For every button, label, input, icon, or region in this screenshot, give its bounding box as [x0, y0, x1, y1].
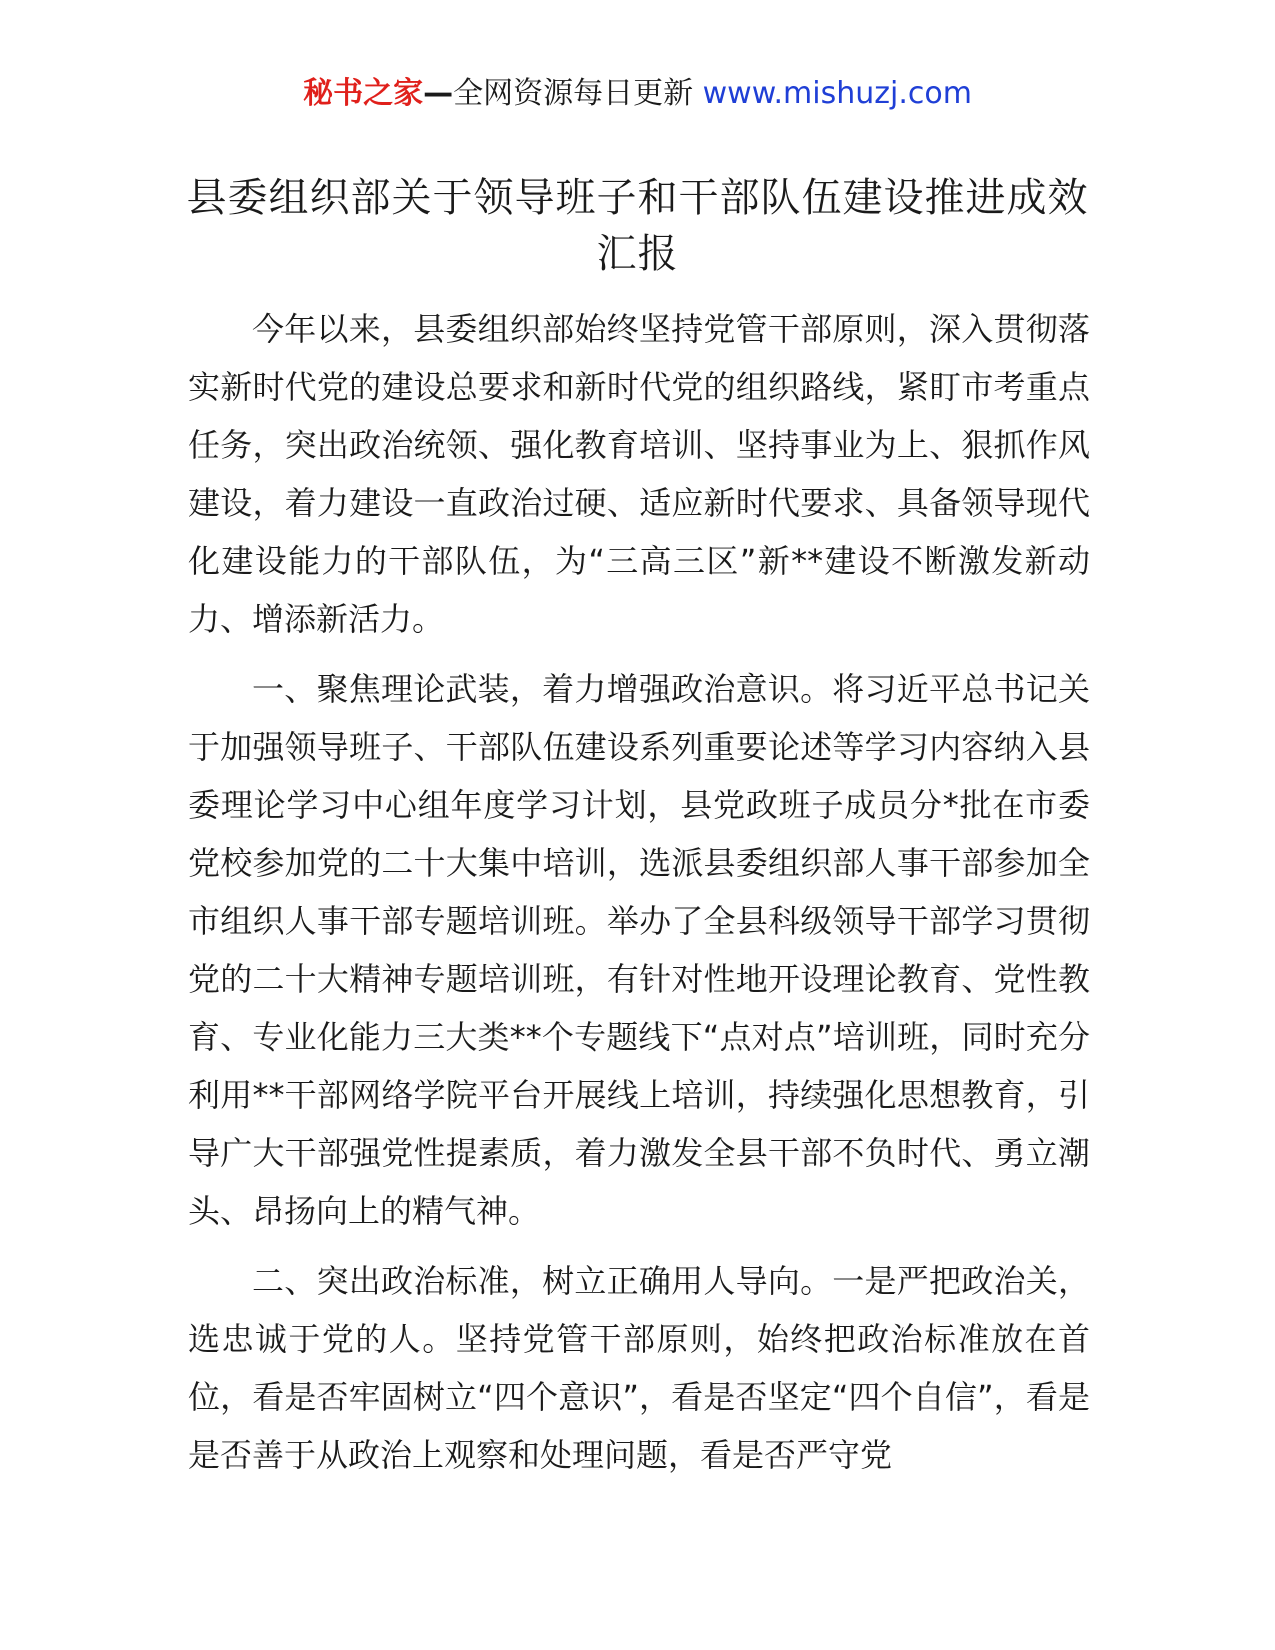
site-header: [0, 72, 1275, 116]
site-link[interactable]: www.mishuzj.com: [702, 76, 972, 111]
document-body: [188, 300, 1090, 1496]
document-title: 县委组织部关于领导班子和干部队伍建设推进成效汇报: [186, 175, 1089, 277]
brand-name: 秘书之家: [303, 76, 424, 111]
header-dash: —: [423, 76, 454, 111]
paragraph-section-2: 二、突出政治标准，树立正确用人导向。一是严把政治关，选忠诚于党的人。坚持党管干部原则，始终把政治标准放在首位，看是否牢固树立“四个意识”，看是否坚定“四个自信”，看是是否善于从政治上观察和处理问题，看是否严守党: [188, 1262, 1090, 1474]
header-tagline: 全网资源每日更新: [453, 76, 694, 111]
paragraph-intro: 今年以来，县委组织部始终坚持党管干部原则，深入贯彻落实新时代党的建设总要求和新时代党的组织路线，紧盯市考重点任务，突出政治统领、强化教育培训、坚持事业为上、狠抓作风建设，着力建设一直政治过硬、适应新时代要求、具备领导现代化建设能力的干部队伍，为“三高三区”新**建设不断激发新动力、增添新活力。: [188, 310, 1090, 638]
paragraph-section-1: 一、聚焦理论武装，着力增强政治意识。将习近平总书记关于加强领导班子、干部队伍建设系列重要论述等学习内容纳入县委理论学习中心组年度学习计划，县党政班子成员分*批在市委党校参加党的二十大集中培训，选派县委组织部人事干部参加全市组织人事干部专题培训班。举办了全县科级领导干部学习贯彻党的二十大精神专题培训班，有针对性地开设理论教育、党性教育、专业化能力三大类**个专题线下“点对点”培训班，同时充分利用**干部网络学院平台开展线上培训，持续强化思想教育，引导广大干部强党性提素质，着力激发全县干部不负时代、勇立潮头、昂扬向上的精气神。: [188, 670, 1090, 1230]
